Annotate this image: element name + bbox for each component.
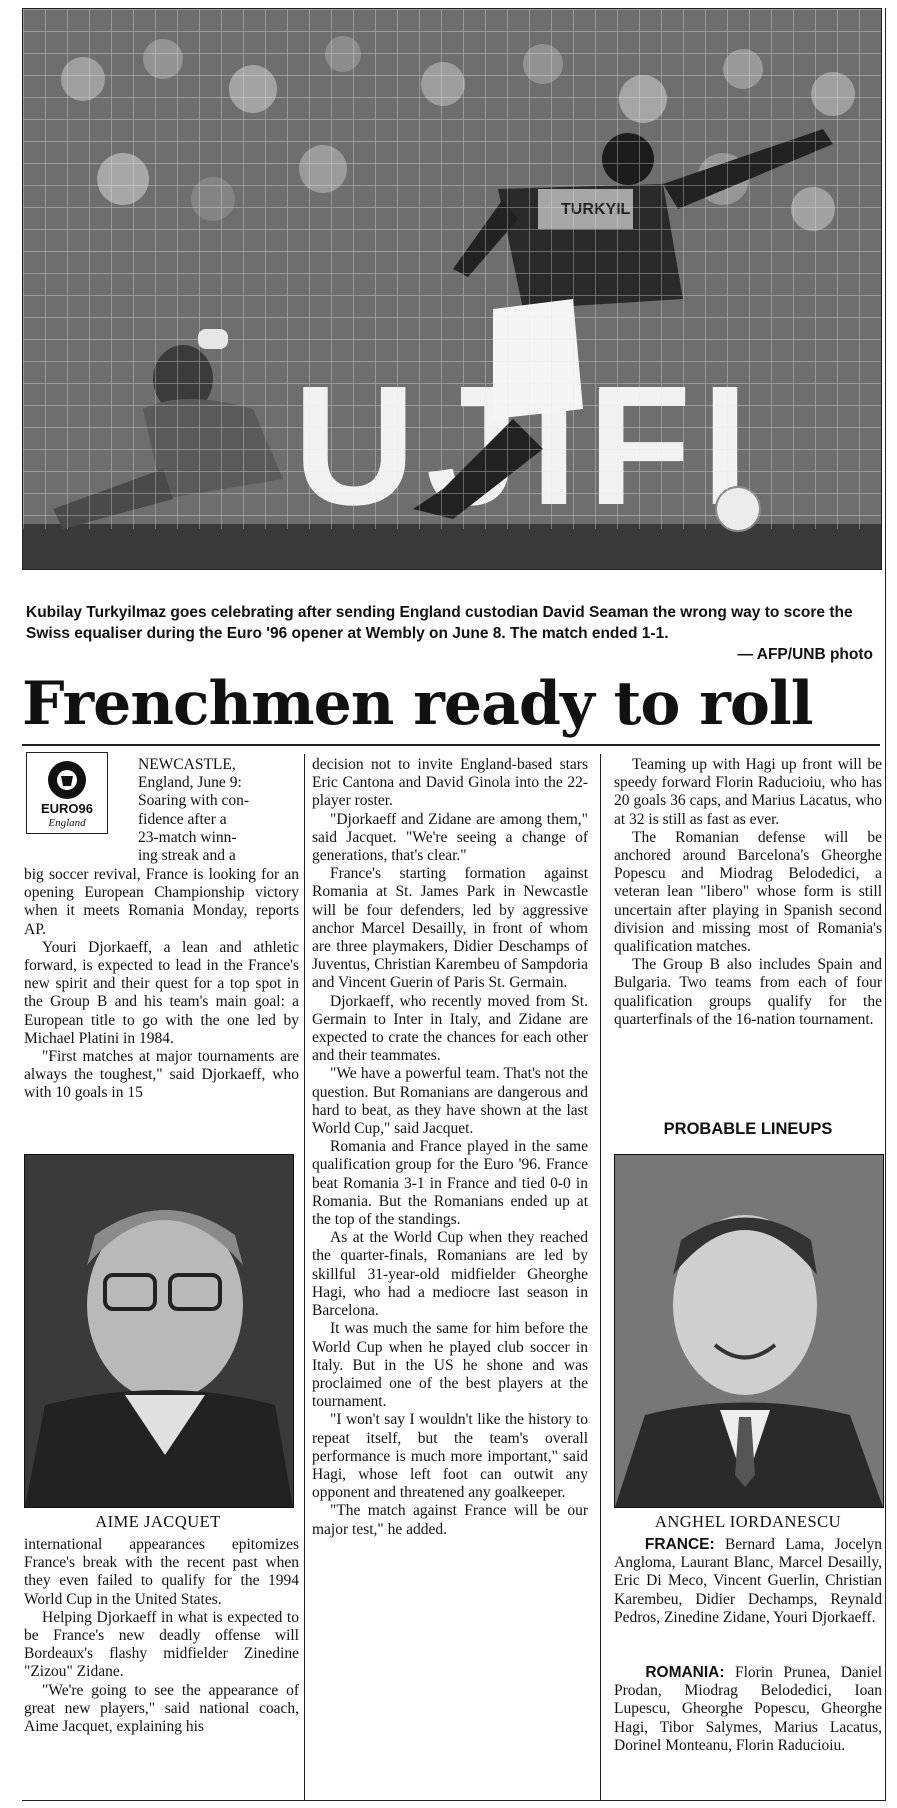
match-photo bbox=[22, 8, 882, 570]
paragraph: Djorkaeff, who recently moved from St. Germain to Inter in Italy, and Zidane are expected to crate the chances for each other and their teammates. bbox=[312, 992, 588, 1065]
article-column-1-top bbox=[24, 866, 299, 1103]
lineup-romania bbox=[614, 1664, 882, 1755]
portrait-illustration bbox=[25, 1155, 293, 1507]
headline: Frenchmen ready to roll bbox=[22, 669, 813, 739]
lineup-france-players: Bernard Lama, Jocelyn Angloma, Laurant Blanc, Marcel Desailly, Eric Di Meco, Vincent Guerlin, Christian Karembeu, Didier Dechamps, Reynald Pedros, Zinedine Zidane, Youri Djorkaeff. bbox=[614, 1536, 883, 1626]
paragraph: The Group B also includes Spain and Bulgaria. Two teams from each of four qualification groups qualify for the quarterfinals of the 16-nation tournament. bbox=[614, 956, 882, 1028]
intro-line: Soaring with con- bbox=[138, 792, 250, 810]
intro-line: 23-match winn- bbox=[138, 828, 237, 846]
portrait-illustration bbox=[615, 1155, 883, 1507]
article-column-3 bbox=[614, 756, 882, 1029]
column-rule bbox=[600, 754, 601, 1800]
paragraph: "I won't say I wouldn't like the history to repeat itself, but the team's overall performance is much more important," said Hagi, whose left foot can outwit any opponent and threatened any goalkeeper. bbox=[312, 1411, 588, 1502]
lineups-heading: PROBABLE LINEUPS bbox=[663, 1120, 833, 1138]
paragraph: Romania and France played in the same qualification group for the Euro '96. France beat Romania 3-1 in France and tied 0-0 in Romania. But the Romanians ended up at the top of the standings. bbox=[312, 1138, 588, 1229]
match-photo-illustration bbox=[23, 9, 881, 569]
paragraph: It was much the same for him before the World Cup when he played club soccer in Italy. But in the US he shone and was proclaimed one of the best players at the tournament. bbox=[312, 1320, 588, 1411]
paragraph: "We have a powerful team. That's not the question. But Romanians are dangerous and hard to beat, as they have shown at the last World Cup," said Jacquet. bbox=[312, 1065, 588, 1138]
lineup-france bbox=[614, 1536, 882, 1627]
lineup-france-label: FRANCE: bbox=[644, 1536, 715, 1553]
paragraph: international appearances epitomizes France's break with the recent past when they even failed to qualify for the 1994 World Cup in the United States. bbox=[24, 1536, 299, 1608]
page-edge-rule bbox=[885, 8, 886, 1800]
intro-line: England, June 9: bbox=[138, 774, 242, 792]
photo-label-right: ANGHEL IORDANESCU bbox=[654, 1512, 842, 1531]
intro-line: NEWCASTLE, bbox=[138, 756, 236, 773]
photo-label-left: AIME JACQUET bbox=[95, 1512, 221, 1531]
paragraph: The Romanian defense will be anchored around Barcelona's Gheorghe Popescu and Miodrag Belodedici, a veteran lean "libero" whose form is still uncertain after playing in Spanish second division and missing most of Romania's qualification matches. bbox=[614, 828, 882, 956]
paragraph: Youri Djorkaeff, a lean and athletic forward, is expected to lead in the France's new spirit and their quest for a top spot in the Group B and his team's main goal: a European title to go with the one led by Michael Platini in 1984. bbox=[24, 938, 299, 1047]
paragraph: "First matches at major tournaments are always the toughest," said Djorkaeff, who with 10 goals in 15 bbox=[24, 1048, 299, 1102]
column-rule bbox=[304, 754, 305, 1800]
photo-aime-jacquet bbox=[24, 1154, 294, 1508]
paragraph: "The match against France will be our major test," he added. bbox=[312, 1502, 588, 1538]
paragraph: France's starting formation against Romania at St. James Park in Newcastle will be four defenders, led by aggressive anchor Marcel Desailly, in front of whom are three playmakers, Didier Deschamps of Juventus, Christian Karembeu of Sampdoria and Vincent Guerin of Paris St. Germain. bbox=[312, 865, 588, 992]
paragraph: decision not to invite England-based stars Eric Cantona and David Ginola into the 22-player roster. bbox=[312, 756, 588, 810]
photo-caption: Kubilay Turkyilmaz goes celebrating after sending England custodian David Seaman the wrong way to score the Swiss equaliser during the Euro '96 opener at Wembly on June 8. The match ended 1-1. bbox=[26, 604, 853, 642]
euro96-logo bbox=[26, 752, 108, 834]
headline-rule bbox=[22, 744, 880, 746]
photo-credit: — AFP/UNB photo bbox=[737, 646, 873, 663]
euro96-logo-icon bbox=[27, 753, 107, 833]
paragraph: As at the World Cup when they reached the quarter-finals, Romanians are led by skillful 31-year-old midfielder Gheorghe Hagi, who had a mediocre last season in Barcelona. bbox=[312, 1229, 588, 1320]
intro-line: fidence after a bbox=[138, 810, 227, 828]
paragraph: big soccer revival, France is looking for an opening European Championship victory when it meets Romania Monday, reports AP. bbox=[24, 866, 299, 938]
logo-line2: England bbox=[48, 817, 86, 829]
paragraph: Helping Djorkaeff in what is expected to be France's new deadly offense will Bordeaux's flashy midfielder Zinedine "Zizou" Zidane. bbox=[24, 1608, 299, 1681]
page-bottom-rule bbox=[22, 1800, 886, 1801]
intro-line: ing streak and a bbox=[138, 847, 236, 865]
article-column-2 bbox=[312, 756, 588, 1539]
lineup-romania-players: Florin Prunea, Daniel Prodan, Miodrag Belodedici, Ioan Lupescu, Gheorghe Popescu, Gheorghe Hagi, Tibor Salymes, Marius Lacatus, Dorinel Monteanu, Florin Raducioiu. bbox=[614, 1664, 883, 1754]
photo-anghel-iordanescu bbox=[614, 1154, 884, 1508]
article-column-1-bottom bbox=[24, 1536, 299, 1736]
lineup-romania-label: ROMANIA: bbox=[645, 1664, 725, 1681]
paragraph: "We're going to see the appearance of great new players," said national coach, Aime Jacquet, explaining his bbox=[24, 1681, 299, 1736]
article-intro bbox=[138, 756, 298, 865]
goal-net bbox=[23, 9, 881, 529]
paragraph: Teaming up with Hagi up front will be speedy forward Florin Raducioiu, who has 20 goals 36 caps, and Marius Lacatus, who at 32 is still as fast as ever. bbox=[614, 756, 882, 828]
logo-line1: EURO96 bbox=[40, 801, 94, 816]
paragraph: "Djorkaeff and Zidane are among them," said Jacquet. "We're seeing a change of generations, that's clear." bbox=[312, 810, 588, 865]
